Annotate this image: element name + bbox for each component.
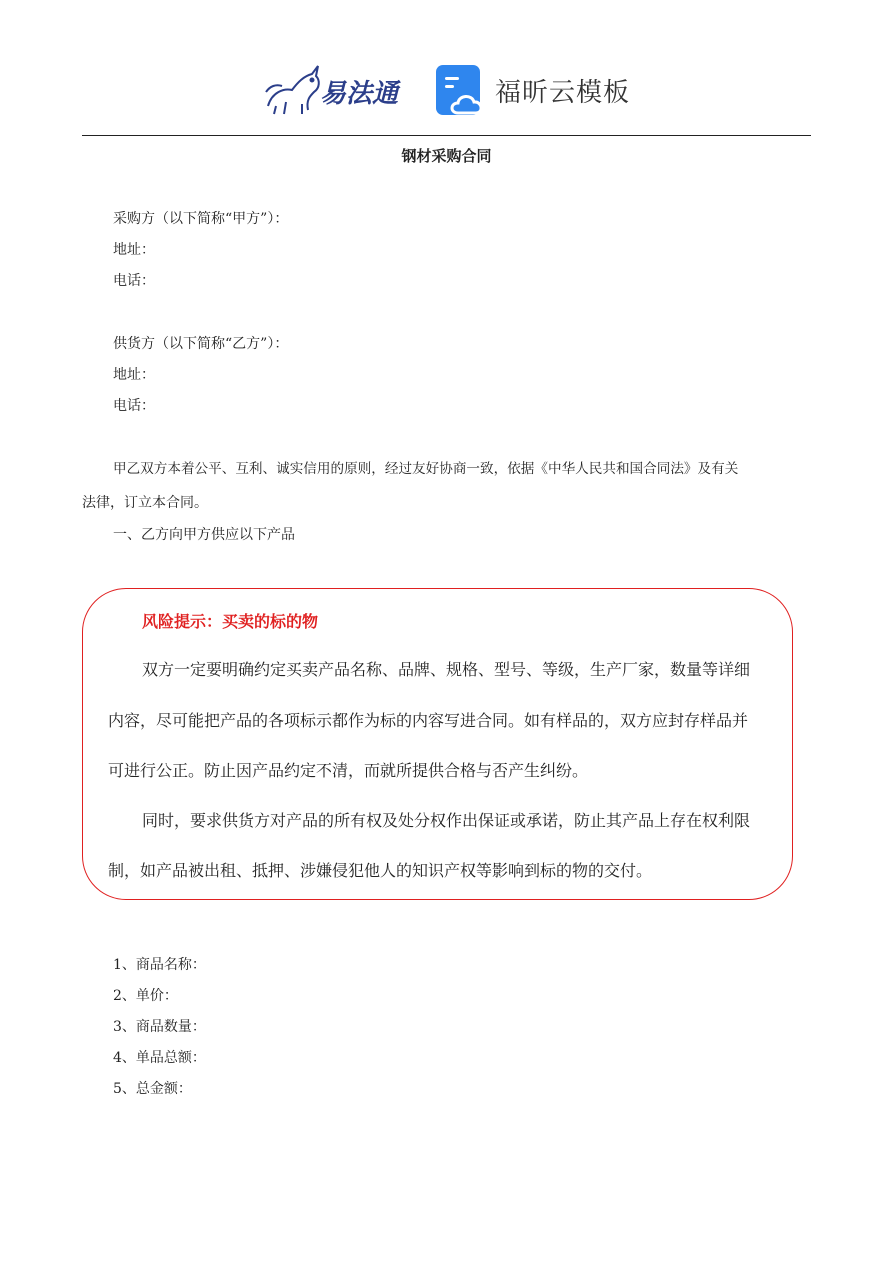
party-a-phone: 电话： <box>113 273 155 289</box>
risk-notice-title: 风险提示：买卖的标的物 <box>142 612 319 631</box>
party-b-phone: 电话： <box>113 398 155 414</box>
risk-notice-line: 可进行公正。防止因产品约定不清，而就所提供合格与否产生纠纷。 <box>108 761 589 780</box>
item-unit-price: 2、单价： <box>113 988 178 1004</box>
preamble-line-2: 法律，订立本合同。 <box>82 495 208 511</box>
item-subtotal: 4、单品总额： <box>113 1050 206 1066</box>
risk-notice-line: 内容，尽可能把产品的各项标示都作为标的内容写进合同。如有样品的，双方应封存样品并 <box>108 711 749 730</box>
risk-notice-line: 双方一定要明确约定买卖产品名称、品牌、规格、型号、等级，生产厂家，数量等详细 <box>142 660 751 679</box>
party-b-address: 地址： <box>113 367 155 383</box>
party-a-label: 采购方（以下简称“甲方”）： <box>113 211 289 227</box>
header <box>0 58 893 122</box>
foxit-template-logo-text: 福昕云模板 <box>495 78 631 108</box>
yifatong-logo-text: 易法通 <box>320 79 399 109</box>
document-title: 钢材采购合同 <box>401 147 492 165</box>
section-1-heading: 一、乙方向甲方供应以下产品 <box>113 527 295 543</box>
item-quantity: 3、商品数量： <box>113 1019 206 1035</box>
foxit-cloud-icon <box>436 65 488 117</box>
risk-notice-line: 制，如产品被出租、抵押、涉嫌侵犯他人的知识产权等影响到标的物的交付。 <box>108 861 653 880</box>
header-divider <box>82 135 811 136</box>
risk-notice-box <box>82 588 793 900</box>
yifatong-logo <box>262 62 414 118</box>
preamble-line-1: 甲乙双方本着公平、互利、诚实信用的原则，经过友好协商一致，依据《中华人民共和国合同法》及有关 <box>113 461 739 477</box>
party-a-address: 地址： <box>113 242 155 258</box>
item-product-name: 1、商品名称： <box>113 957 206 973</box>
party-b-label: 供货方（以下简称“乙方”）： <box>113 336 289 352</box>
item-total-amount: 5、总金额： <box>113 1081 192 1097</box>
risk-notice-line: 同时，要求供货方对产品的所有权及处分权作出保证或承诺，防止其产品上存在权利限 <box>142 811 751 830</box>
